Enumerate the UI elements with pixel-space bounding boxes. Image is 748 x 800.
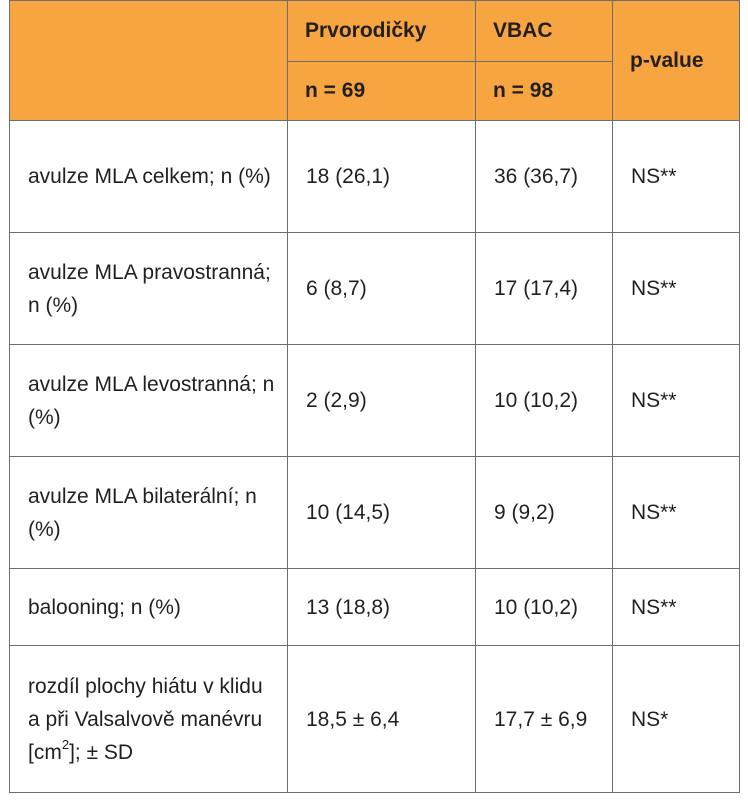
- row-label-superscript: 2: [61, 736, 70, 752]
- header-vbac: VBAC: [476, 1, 613, 62]
- cell-prvorodicky: 10 (14,5): [288, 457, 476, 569]
- cell-vbac: 10 (10,2): [476, 345, 613, 457]
- header-n-vbac: n = 98: [476, 62, 613, 121]
- row-label: avulze MLA levostranná; n (%): [10, 345, 288, 457]
- table-row: [10, 121, 740, 233]
- cell-p-value: NS**: [613, 233, 740, 345]
- cell-vbac: 10 (10,2): [476, 569, 613, 646]
- row-label-main: rozdíl plochy hiátu v klidu a při Valsalvově manévru [cm: [28, 674, 263, 764]
- table-row: [10, 345, 740, 457]
- cell-p-value: NS**: [613, 457, 740, 569]
- row-label: avulze MLA bilaterální; n (%): [10, 457, 288, 569]
- table-row: [10, 457, 740, 569]
- table-row: [10, 569, 740, 646]
- header-n-prvorodicky: n = 69: [288, 62, 476, 121]
- header-p-value: p-value: [613, 1, 740, 121]
- row-label: avulze MLA celkem; n (%): [10, 121, 288, 233]
- cell-vbac: 36 (36,7): [476, 121, 613, 233]
- row-label: avulze MLA pravostranná; n (%): [10, 233, 288, 345]
- cell-vbac: 17,7 ± 6,9: [476, 646, 613, 793]
- cell-p-value: NS*: [613, 646, 740, 793]
- results-table: [9, 0, 740, 793]
- row-label-suffix: ]; ± SD: [69, 740, 134, 764]
- cell-vbac: 17 (17,4): [476, 233, 613, 345]
- row-label: [10, 646, 288, 793]
- cell-prvorodicky: 18 (26,1): [288, 121, 476, 233]
- cell-prvorodicky: 2 (2,9): [288, 345, 476, 457]
- table-row: [10, 233, 740, 345]
- cell-prvorodicky: 18,5 ± 6,4: [288, 646, 476, 793]
- cell-p-value: NS**: [613, 121, 740, 233]
- header-prvorodicky: Prvorodičky: [288, 1, 476, 62]
- cell-vbac: 9 (9,2): [476, 457, 613, 569]
- row-label: balooning; n (%): [10, 569, 288, 646]
- cell-p-value: NS**: [613, 345, 740, 457]
- cell-prvorodicky: 13 (18,8): [288, 569, 476, 646]
- table-row: [10, 646, 740, 793]
- cell-prvorodicky: 6 (8,7): [288, 233, 476, 345]
- table-header: [10, 1, 740, 121]
- cell-p-value: NS**: [613, 569, 740, 646]
- header-empty-cell: [10, 1, 288, 121]
